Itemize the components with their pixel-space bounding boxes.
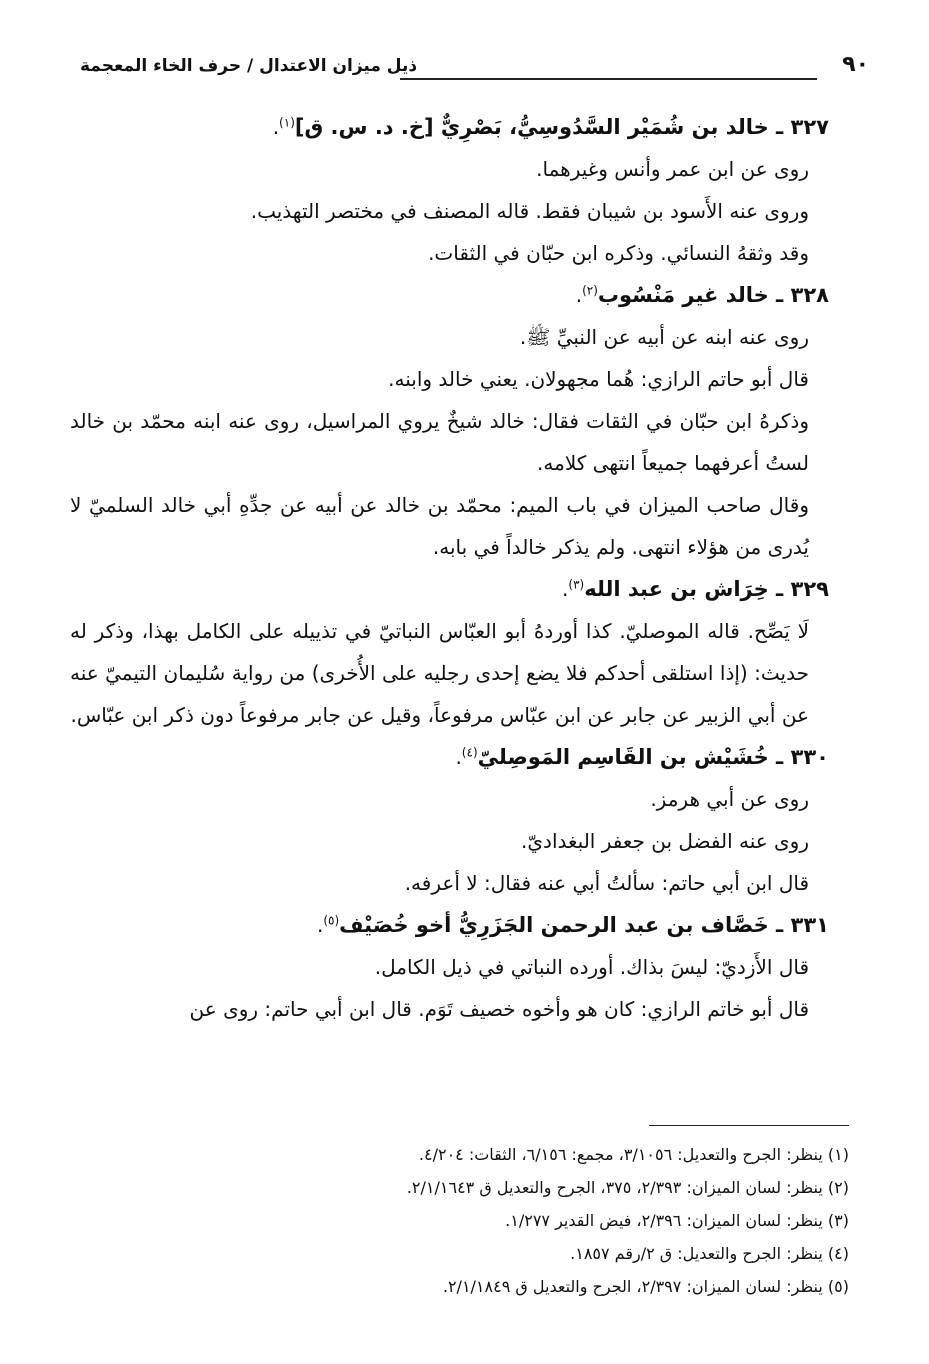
footnotes xyxy=(80,1138,849,1303)
paragraph: قال أبو خاتم الرازي: كان هو وأخوه خصيف تَوَم. قال ابن أبي حاتم: روى عن xyxy=(189,997,809,1021)
footnote-ref: (٣) xyxy=(568,577,585,592)
paragraph: قال أبو حاتم الرازي: هُما مجهولان. يعني خالد وابنه. xyxy=(388,367,809,391)
page-number: ٩٠ xyxy=(842,52,869,77)
footnote-ref: (٤) xyxy=(461,745,478,760)
footnote: (١) ينظر: الجرح والتعديل: ٣/١٠٥٦، مجمع: ٦/١٥٦، الثقات: ٤/٢٠٤. xyxy=(418,1145,849,1164)
entry-330: ٣٣٠ ـ خُشَيْش بن القَاسِم المَوصِليّ$^{(٤)}$. xyxy=(455,745,829,769)
entry-title: ٣٢٧ ـ خالد بن شُمَيْر السَّدُوسِيُّ، بَصْرِيٌّ [خ. د. س. ق] xyxy=(294,115,829,139)
paragraph: روى عن أبي هرمز. xyxy=(650,787,809,811)
footnote: (٤) ينظر: الجرح والتعديل: ق ٢/رقم ١٨٥٧. xyxy=(570,1244,849,1263)
running-head: ذيل ميزان الاعتدال / حرف الخاء المعجمة xyxy=(80,56,418,76)
footnote-ref: (٥) xyxy=(323,913,340,928)
entry-title: ٣٣١ ـ خَصَّاف بن عبد الرحمن الجَزَرِيُّ أخو خُصَيْف xyxy=(339,913,829,937)
paragraph: روى عنه الفضل بن جعفر البغداديّ. xyxy=(521,829,809,853)
page-header xyxy=(80,52,869,92)
entry-328: ٣٢٨ ـ خالد غير مَنْسُوب$^{(٢)}$. xyxy=(575,283,829,307)
footnote-rule xyxy=(649,1125,849,1126)
entry-title: ٣٢٩ ـ خِرَاش بن عبد الله xyxy=(584,577,829,601)
footnote: (٣) ينظر: لسان الميزان: ٢/٣٩٦، فيض القدير ١/٢٧٧. xyxy=(505,1211,849,1230)
header-rule xyxy=(400,78,817,80)
paragraph: لَا يَصِّح. قاله الموصليّ. كذا أوردهُ أبو العبّاس النباتيّ في تذييله على الكامل بهذا، وذكر له حديث: (إذا استلقى أحدكم فلا يضع إحدى رجليه على الأُخرى) من رواية سُليمان التيميّ عنه عن أبي الزبير عن جابر عن ابن عبّاس مرفوعاً، وقيل عن جابر مرفوعاً دون ذكر ابن عبّاس. xyxy=(70,619,809,727)
entry-329: ٣٢٩ ـ خِرَاش بن عبد الله$^{(٣)}$. xyxy=(562,577,829,601)
entry-327: ٣٢٧ ـ خالد بن شُمَيْر السَّدُوسِيُّ، بَصْرِيٌّ [خ. د. س. ق]$^{(١)}$. xyxy=(272,115,829,139)
paragraph: روى عنه ابنه عن أبيه عن النبيِّ ﷺ. xyxy=(519,325,809,349)
paragraph: وروى عنه الأَسود بن شيبان فقط. قاله المصنف في مختصر التهذيب. xyxy=(250,199,809,223)
entry-331: ٣٣١ ـ خَصَّاف بن عبد الرحمن الجَزَرِيُّ أخو خُصَيْف$^{(٥)}$. xyxy=(316,913,829,937)
footnote-ref: (١) xyxy=(279,115,295,130)
footnote-ref: (٢) xyxy=(582,283,598,298)
entry-title: ٣٢٨ ـ خالد غير مَنْسُوب xyxy=(597,283,829,307)
paragraph: وقد وثقهُ النسائي. وذكره ابن حبّان في الثقات. xyxy=(428,241,809,265)
paragraph: وقال صاحب الميزان في باب الميم: محمّد بن خالد عن أبيه عن جدِّهِ أبي خالد السلميّ لا يُدرى من هؤلاء انتهى. ولم يذكر خالداً في بابه. xyxy=(70,493,809,559)
footnote: (٥) ينظر: لسان الميزان: ٢/٣٩٧، الجرح والتعديل ق ٢/١/١٨٤٩. xyxy=(442,1277,849,1296)
footnote: (٢) ينظر: لسان الميزان: ٢/٣٩٣، ٣٧٥، الجرح والتعديل ق ٢/١/١٦٤٣. xyxy=(406,1178,849,1197)
paragraph: وذكرهُ ابن حبّان في الثقات فقال: خالد شيخٌ يروي المراسيل، روى عنه ابنه محمّد بن خالد لستُ أعرفهما جميعاً انتهى كلامه. xyxy=(70,409,809,475)
entry-title: ٣٣٠ ـ خُشَيْش بن القَاسِم المَوصِليّ xyxy=(477,745,829,769)
body-text xyxy=(70,106,859,1030)
paragraph: قال الأَزديّ: ليسَ بذاك. أورده النباتي في ذيل الكامل. xyxy=(374,955,809,979)
paragraph: قال ابن أبي حاتم: سألتُ أبي عنه فقال: لا أعرفه. xyxy=(404,871,809,895)
paragraph: روى عن ابن عمر وأنس وغيرهما. xyxy=(536,157,809,181)
